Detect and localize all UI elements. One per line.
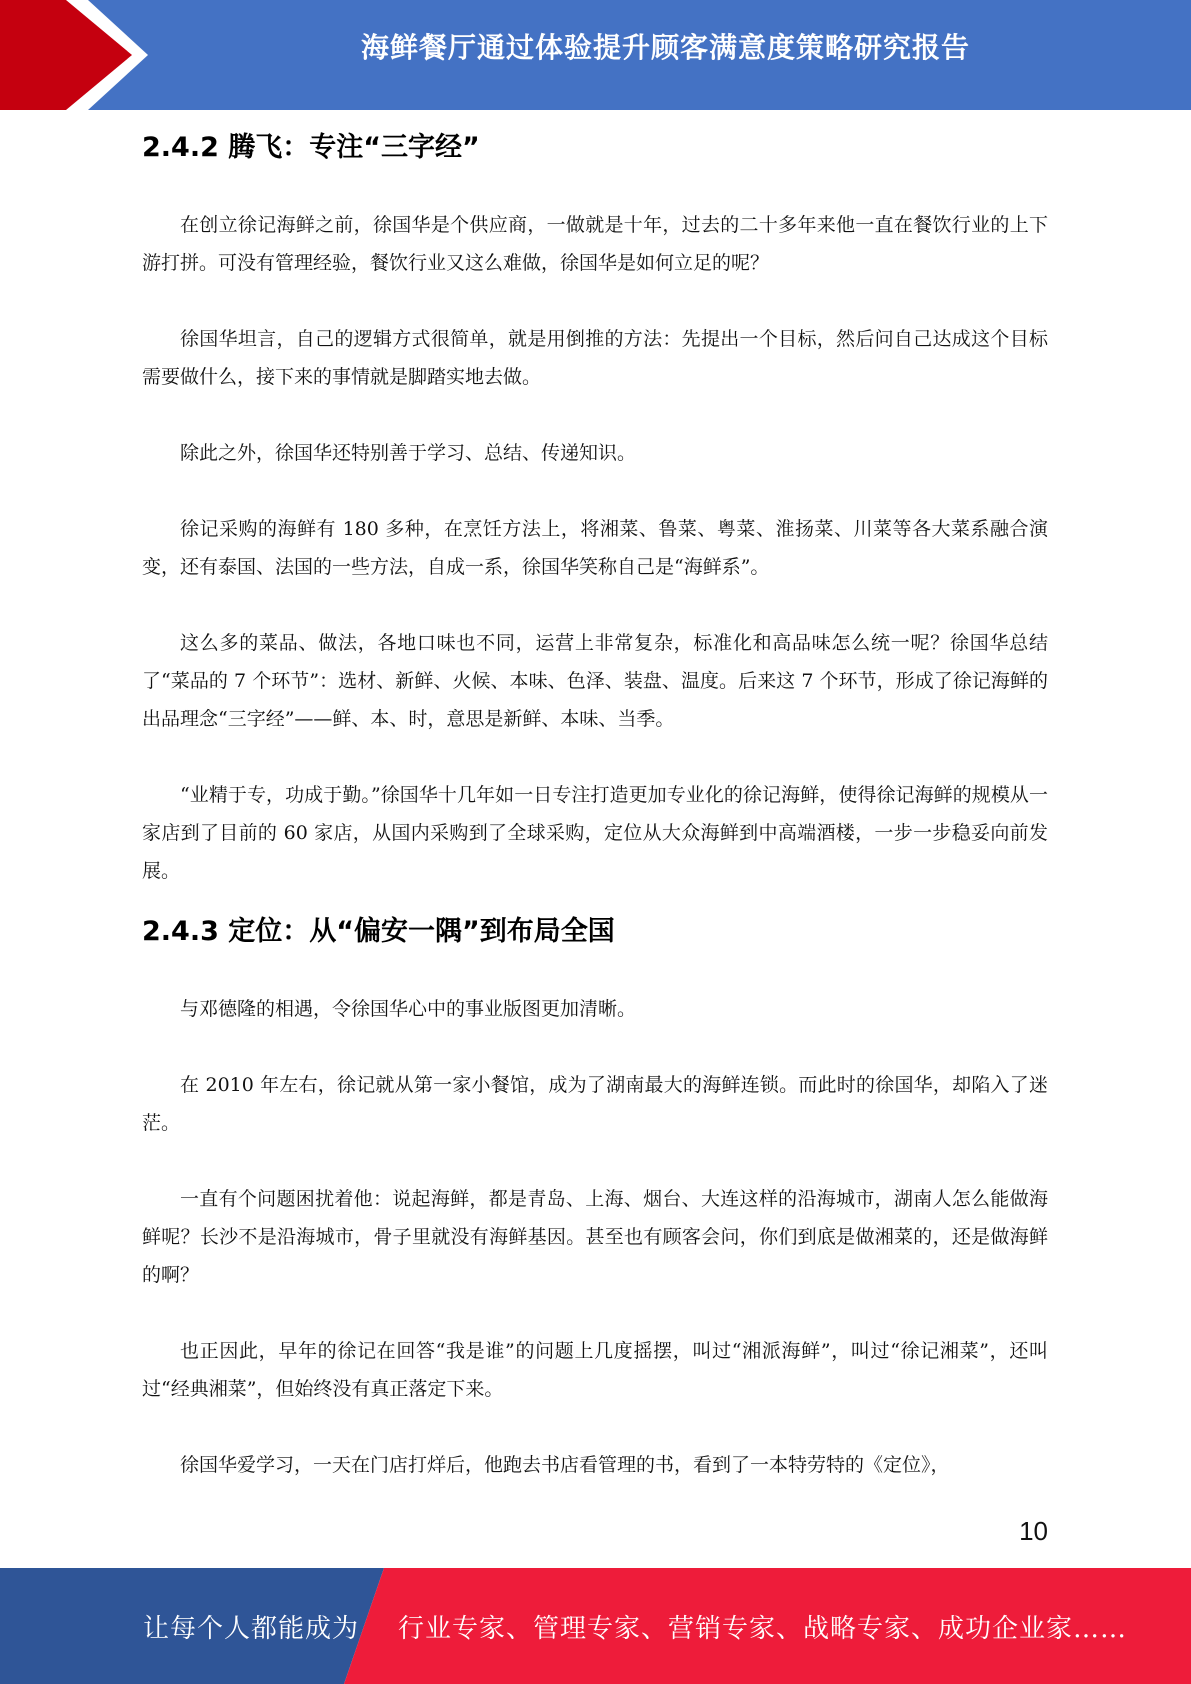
paragraph: “业精于专，功成于勤。”徐国华十几年如一日专注打造更加专业化的徐记海鲜，使得徐记海鲜的规模从一家店到了目前的 60 家店，从国内采购到了全球采购，定位从大众海鲜到中高端酒楼，一步一步稳妥向前发展。 xyxy=(142,784,1048,882)
footer-slogan-left: 让每个人都能成为 xyxy=(143,1614,360,1644)
section-heading-2-4-3: 2.4.3 定位：从“偏安一隅”到布局全国 xyxy=(142,916,615,947)
paragraph: 与邓德隆的相遇，令徐国华心中的事业版图更加清晰。 xyxy=(180,998,637,1020)
document-body xyxy=(142,118,1048,1484)
section-heading-2-4-2: 2.4.2 腾飞：专注“三字经” xyxy=(142,132,480,163)
paragraph: 徐记采购的海鲜有 180 多种，在烹饪方法上，将湘菜、鲁菜、粤菜、淮扬菜、川菜等各大菜系融合演变，还有泰国、法国的一些方法，自成一系，徐国华笑称自己是“海鲜系”。 xyxy=(142,518,1048,578)
paragraph: 徐国华爱学习，一天在门店打烊后，他跑去书店看管理的书，看到了一本特劳特的《定位》， xyxy=(180,1454,950,1476)
paragraph: 这么多的菜品、做法，各地口味也不同，运营上非常复杂，标准化和高品味怎么统一呢？徐国华总结了“菜品的 7 个环节”：选材、新鲜、火候、本味、色泽、装盘、温度。后来这 7 个环节，形成了徐记海鲜的出品理念“三字经”——鲜、本、时，意思是新鲜、本味、当季。 xyxy=(142,632,1048,730)
page-header xyxy=(0,0,1191,110)
paragraph: 在 2010 年左右，徐记就从第一家小餐馆，成为了湖南最大的海鲜连锁。而此时的徐国华，却陷入了迷茫。 xyxy=(142,1074,1048,1134)
paragraph: 一直有个问题困扰着他：说起海鲜，都是青岛、上海、烟台、大连这样的沿海城市，湖南人怎么能做海鲜呢？长沙不是沿海城市，骨子里就没有海鲜基因。甚至也有顾客会问，你们到底是做湘菜的，还是做海鲜的啊？ xyxy=(142,1188,1048,1286)
page-footer xyxy=(0,1568,1191,1684)
footer-slogan-right: 行业专家、管理专家、营销专家、战略专家、成功企业家…… xyxy=(398,1614,1128,1644)
paragraph: 也正因此，早年的徐记在回答“我是谁”的问题上几度摇摆，叫过“湘派海鲜”，叫过“徐记湘菜”，还叫过“经典湘菜”，但始终没有真正落定下来。 xyxy=(142,1340,1048,1400)
paragraph: 徐国华坦言，自己的逻辑方式很简单，就是用倒推的方法：先提出一个目标，然后问自己达成这个目标需要做什么，接下来的事情就是脚踏实地去做。 xyxy=(142,328,1048,388)
header-title: 海鲜餐厅通过体验提升顾客满意度策略研究报告 xyxy=(360,31,970,64)
page-number: 10 xyxy=(1019,1516,1048,1546)
paragraph: 在创立徐记海鲜之前，徐国华是个供应商，一做就是十年，过去的二十多年来他一直在餐饮行业的上下游打拼。可没有管理经验，餐饮行业又这么难做，徐国华是如何立足的呢？ xyxy=(142,214,1048,274)
paragraph: 除此之外，徐国华还特别善于学习、总结、传递知识。 xyxy=(180,442,637,464)
